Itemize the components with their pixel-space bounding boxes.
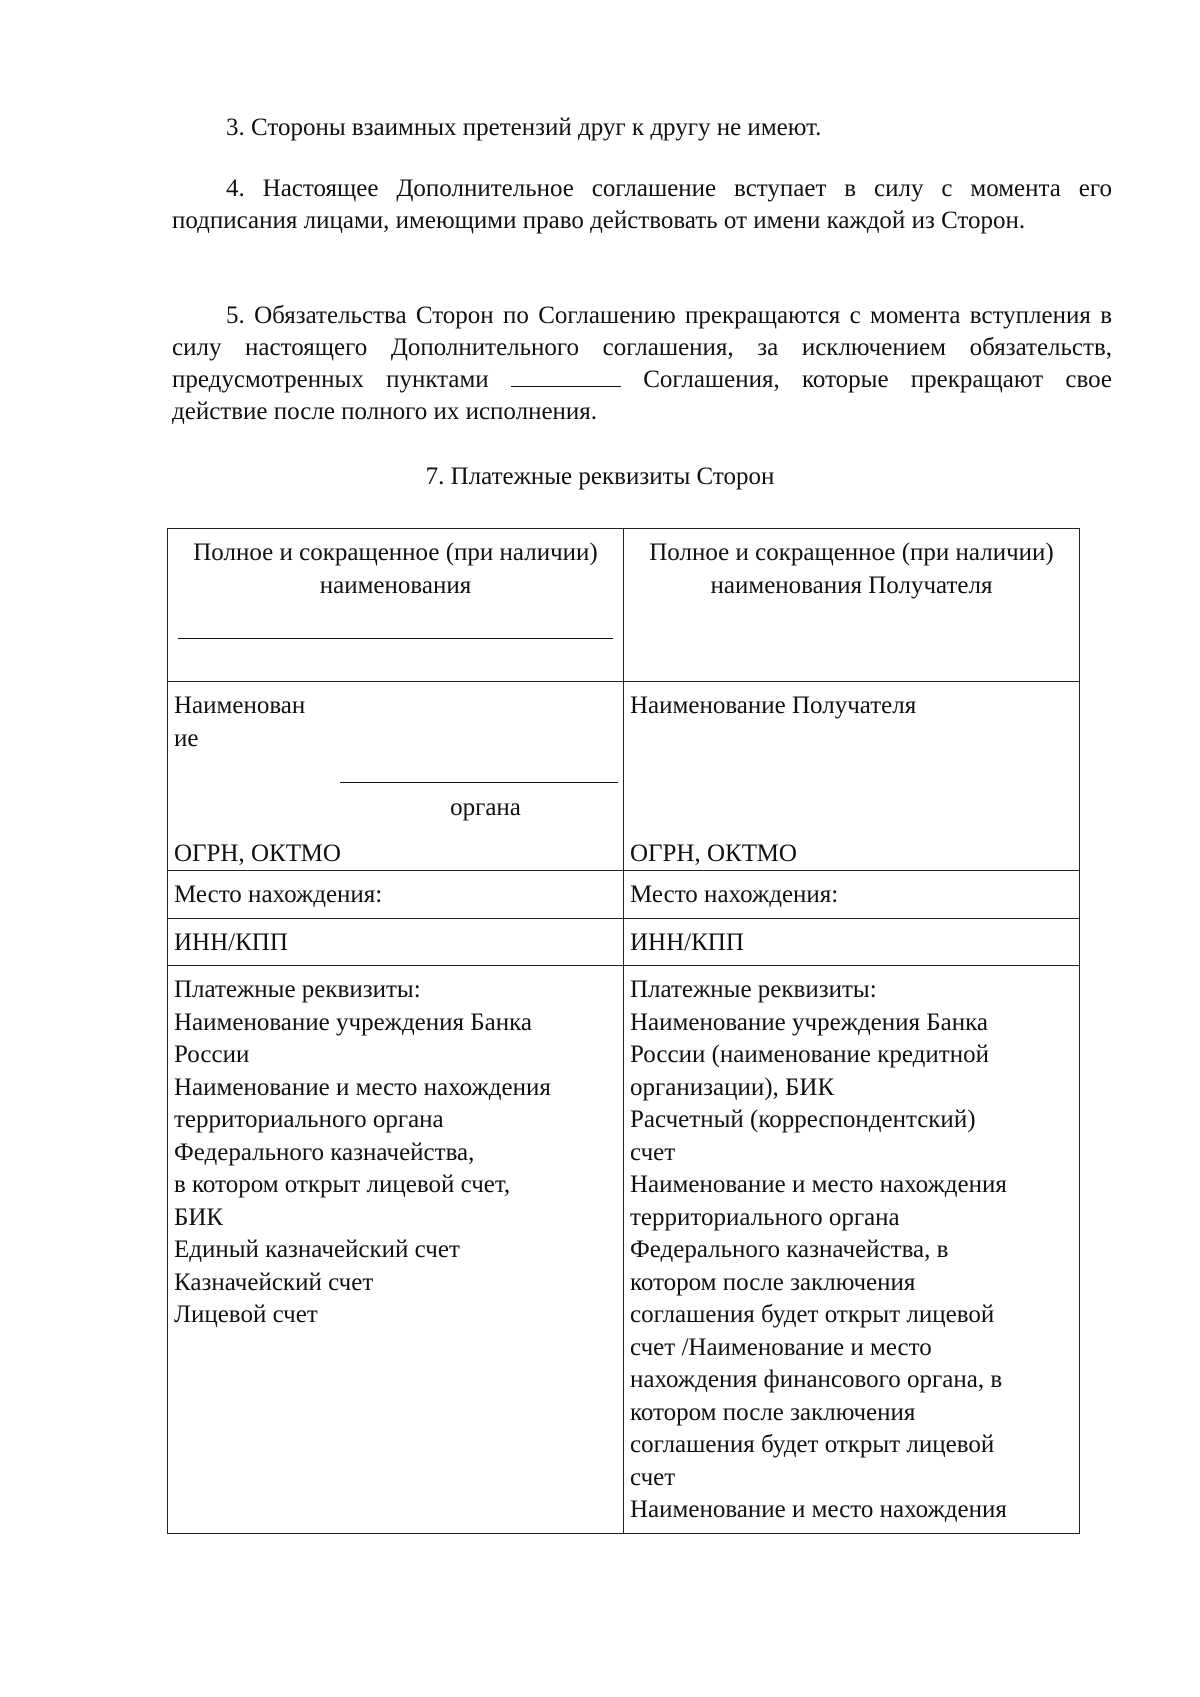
payment-line: организации), БИК <box>630 1073 835 1101</box>
requisites-table <box>167 528 1080 1534</box>
paragraph-3 <box>172 112 1112 144</box>
table-cell <box>168 918 624 966</box>
payment-line: котором после заключения <box>630 1398 916 1426</box>
table-row <box>168 682 1080 871</box>
organ-name-label-1: Наименован <box>174 692 306 719</box>
payment-line: Платежные реквизиты: <box>174 976 421 1003</box>
paragraph-3-text: 3. Стороны взаимных претензий друг к другу не имеют. <box>226 114 822 141</box>
ogrn-oktmo-label-left: ОГРН, ОКТМО <box>174 840 341 867</box>
recipient-name-block <box>630 690 1073 867</box>
payment-line: в котором открыт лицевой счет, <box>174 1171 511 1198</box>
payment-line: Наименование учреждения Банка <box>630 1008 988 1036</box>
section-title: 7. Платежные реквизиты Сторон <box>425 463 775 490</box>
organ-name-block <box>174 690 617 867</box>
table-cell <box>624 682 1080 871</box>
recipient-name-label: Наименование Получателя <box>630 692 917 719</box>
location-label-right: Место нахождения: <box>630 881 839 908</box>
table-cell <box>168 529 624 682</box>
full-name-label-left: Полное и сокращенное (при наличии) наименования <box>193 539 598 599</box>
payment-line: Наименование учреждения Банка <box>174 1008 532 1036</box>
organ-label: органа <box>450 794 521 821</box>
payment-line: соглашения будет открыт лицевой <box>630 1431 995 1458</box>
payment-line: Федерального казначейства, <box>174 1138 475 1166</box>
table-cell <box>168 966 624 1534</box>
table-row <box>168 871 1080 919</box>
location-label-left: Место нахождения: <box>174 881 383 908</box>
payment-line: Единый казначейский счет <box>174 1236 460 1263</box>
paragraph-4 <box>172 173 1112 237</box>
table-cell <box>624 966 1080 1534</box>
table-row <box>168 918 1080 966</box>
payment-line: БИК <box>174 1203 224 1231</box>
organ-name-label-2: ие <box>174 724 199 752</box>
payment-line: территориального органа <box>630 1203 900 1231</box>
payment-line: Наименование и место нахождения <box>174 1073 551 1101</box>
paragraph-5-blank-field <box>511 366 621 387</box>
payment-line: Наименование и место нахождения <box>630 1171 1007 1198</box>
inn-kpp-label-left: ИНН/КПП <box>174 928 288 956</box>
payment-line: соглашения будет открыт лицевой <box>630 1301 995 1328</box>
full-name-blank-field <box>178 602 613 639</box>
payment-line: нахождения финансового органа, в <box>630 1366 1003 1393</box>
inn-kpp-label-right: ИНН/КПП <box>630 928 744 956</box>
table-cell <box>168 871 624 919</box>
table-cell <box>624 871 1080 919</box>
paragraph-5 <box>172 300 1112 428</box>
payment-line: Федерального казначейства, в <box>630 1236 949 1263</box>
payment-line: Расчетный (корреспондентский) <box>630 1106 976 1133</box>
paragraph-5-text-after: Соглашения, которые прекращают свое действие после полного их исполнения. <box>172 366 1113 425</box>
payment-line: счет <box>630 1138 676 1166</box>
organ-name-blank-field <box>340 782 618 783</box>
payment-line: территориального органа <box>174 1106 444 1133</box>
table-cell <box>624 918 1080 966</box>
full-name-label-right: Полное и сокращенное (при наличии) наименования Получателя <box>649 539 1054 599</box>
payment-line: счет /Наименование и место <box>630 1333 932 1361</box>
ogrn-oktmo-label-right: ОГРН, ОКТМО <box>630 840 797 867</box>
table-cell <box>624 529 1080 682</box>
payment-line: Лицевой счет <box>174 1301 318 1328</box>
payment-line: котором после заключения <box>630 1268 916 1296</box>
paragraph-5-text-before: 5. Обязательства Сторон по Соглашению прекращаются с момента вступления в силу настоящего Дополнительного соглашения, за исключением обязательств, предусмотренных пунктами <box>172 302 1112 393</box>
payment-line: России (наименование кредитной <box>630 1041 989 1068</box>
table-row <box>168 966 1080 1534</box>
payment-line: России <box>174 1041 250 1068</box>
table-cell <box>168 682 624 871</box>
payment-line: счет <box>630 1463 676 1491</box>
paragraph-4-text: 4. Настоящее Дополнительное соглашение вступает в силу с момента его подписания лицами, имеющими право действовать от имени каждой из Сторон. <box>172 175 1112 234</box>
payment-line: Казначейский счет <box>174 1268 374 1296</box>
payment-line: Платежные реквизиты: <box>630 976 877 1003</box>
table-row <box>168 529 1080 682</box>
payment-line: Наименование и место нахождения <box>630 1496 1007 1523</box>
